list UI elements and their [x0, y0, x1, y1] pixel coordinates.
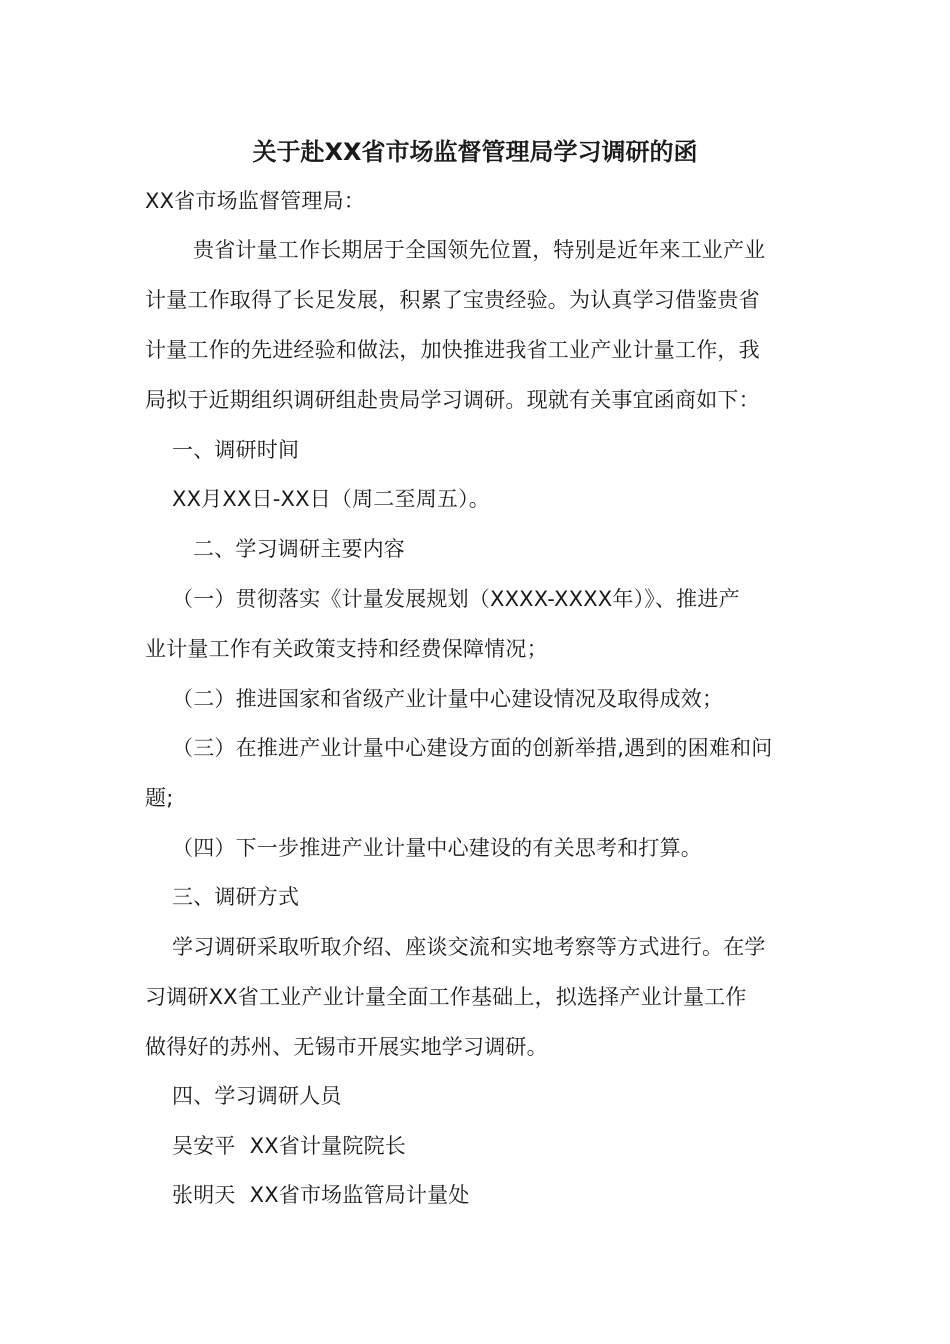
section2-item4: （四）下一步推进产业计量中心建设的有关思考和打算。 — [172, 836, 702, 860]
section1-heading: 一、调研时间 — [172, 438, 300, 462]
document-title: 关于赴XX省市场监督管理局学习调研的函 — [252, 138, 698, 166]
intro-line-1: 贵省计量工作长期居于全国领先位置，特别是近年来工业产业 — [193, 238, 766, 262]
intro-line-2: 计量工作取得了长足发展，积累了宝贵经验。为认真学习借鉴贵省 — [145, 288, 760, 312]
salutation: XX省市场监督管理局： — [145, 189, 365, 213]
person-title: XX省计量院院长 — [249, 1134, 406, 1158]
section3-content-line3: 做得好的苏州、无锡市开展实地学习调研。 — [145, 1035, 548, 1059]
intro-line-4: 局拟于近期组织调研组赴贵局学习调研。现就有关事宜函商如下： — [145, 388, 760, 412]
section2-item3-line2: 题; — [145, 786, 174, 810]
person-row — [172, 1178, 470, 1212]
section2-item1-line2: 业计量工作有关政策支持和经费保障情况； — [145, 637, 548, 661]
intro-line-3: 计量工作的先进经验和做法，加快推进我省工业产业计量工作，我 — [145, 338, 760, 362]
section2-item2: （二）推进国家和省级产业计量中心建设情况及取得成效； — [172, 687, 724, 711]
section3-heading: 三、调研方式 — [172, 885, 300, 909]
person-title: XX省市场监管局计量处 — [249, 1183, 470, 1207]
person-name: 张明天 — [172, 1183, 236, 1207]
person-name: 吴安平 — [172, 1134, 236, 1158]
section4-heading: 四、学习调研人员 — [172, 1084, 342, 1108]
section3-content-line1: 学习调研采取听取介绍、座谈交流和实地考察等方式进行。在学 — [172, 935, 766, 959]
section2-heading: 二、学习调研主要内容 — [193, 537, 405, 561]
section3-content-line2: 习调研XX省工业产业计量全面工作基础上，拟选择产业计量工作 — [145, 985, 747, 1009]
section2-item3-line1: （三）在推进产业计量中心建设方面的创新举措,遇到的困难和问 — [172, 736, 773, 760]
person-row — [172, 1129, 406, 1163]
section2-item1-line1: （一）贯彻落实《计量发展规划（XXXX-XXXX年）》、推进产 — [172, 587, 740, 611]
section1-content: XX月XX日-XX日（周二至周五）。 — [172, 487, 490, 511]
